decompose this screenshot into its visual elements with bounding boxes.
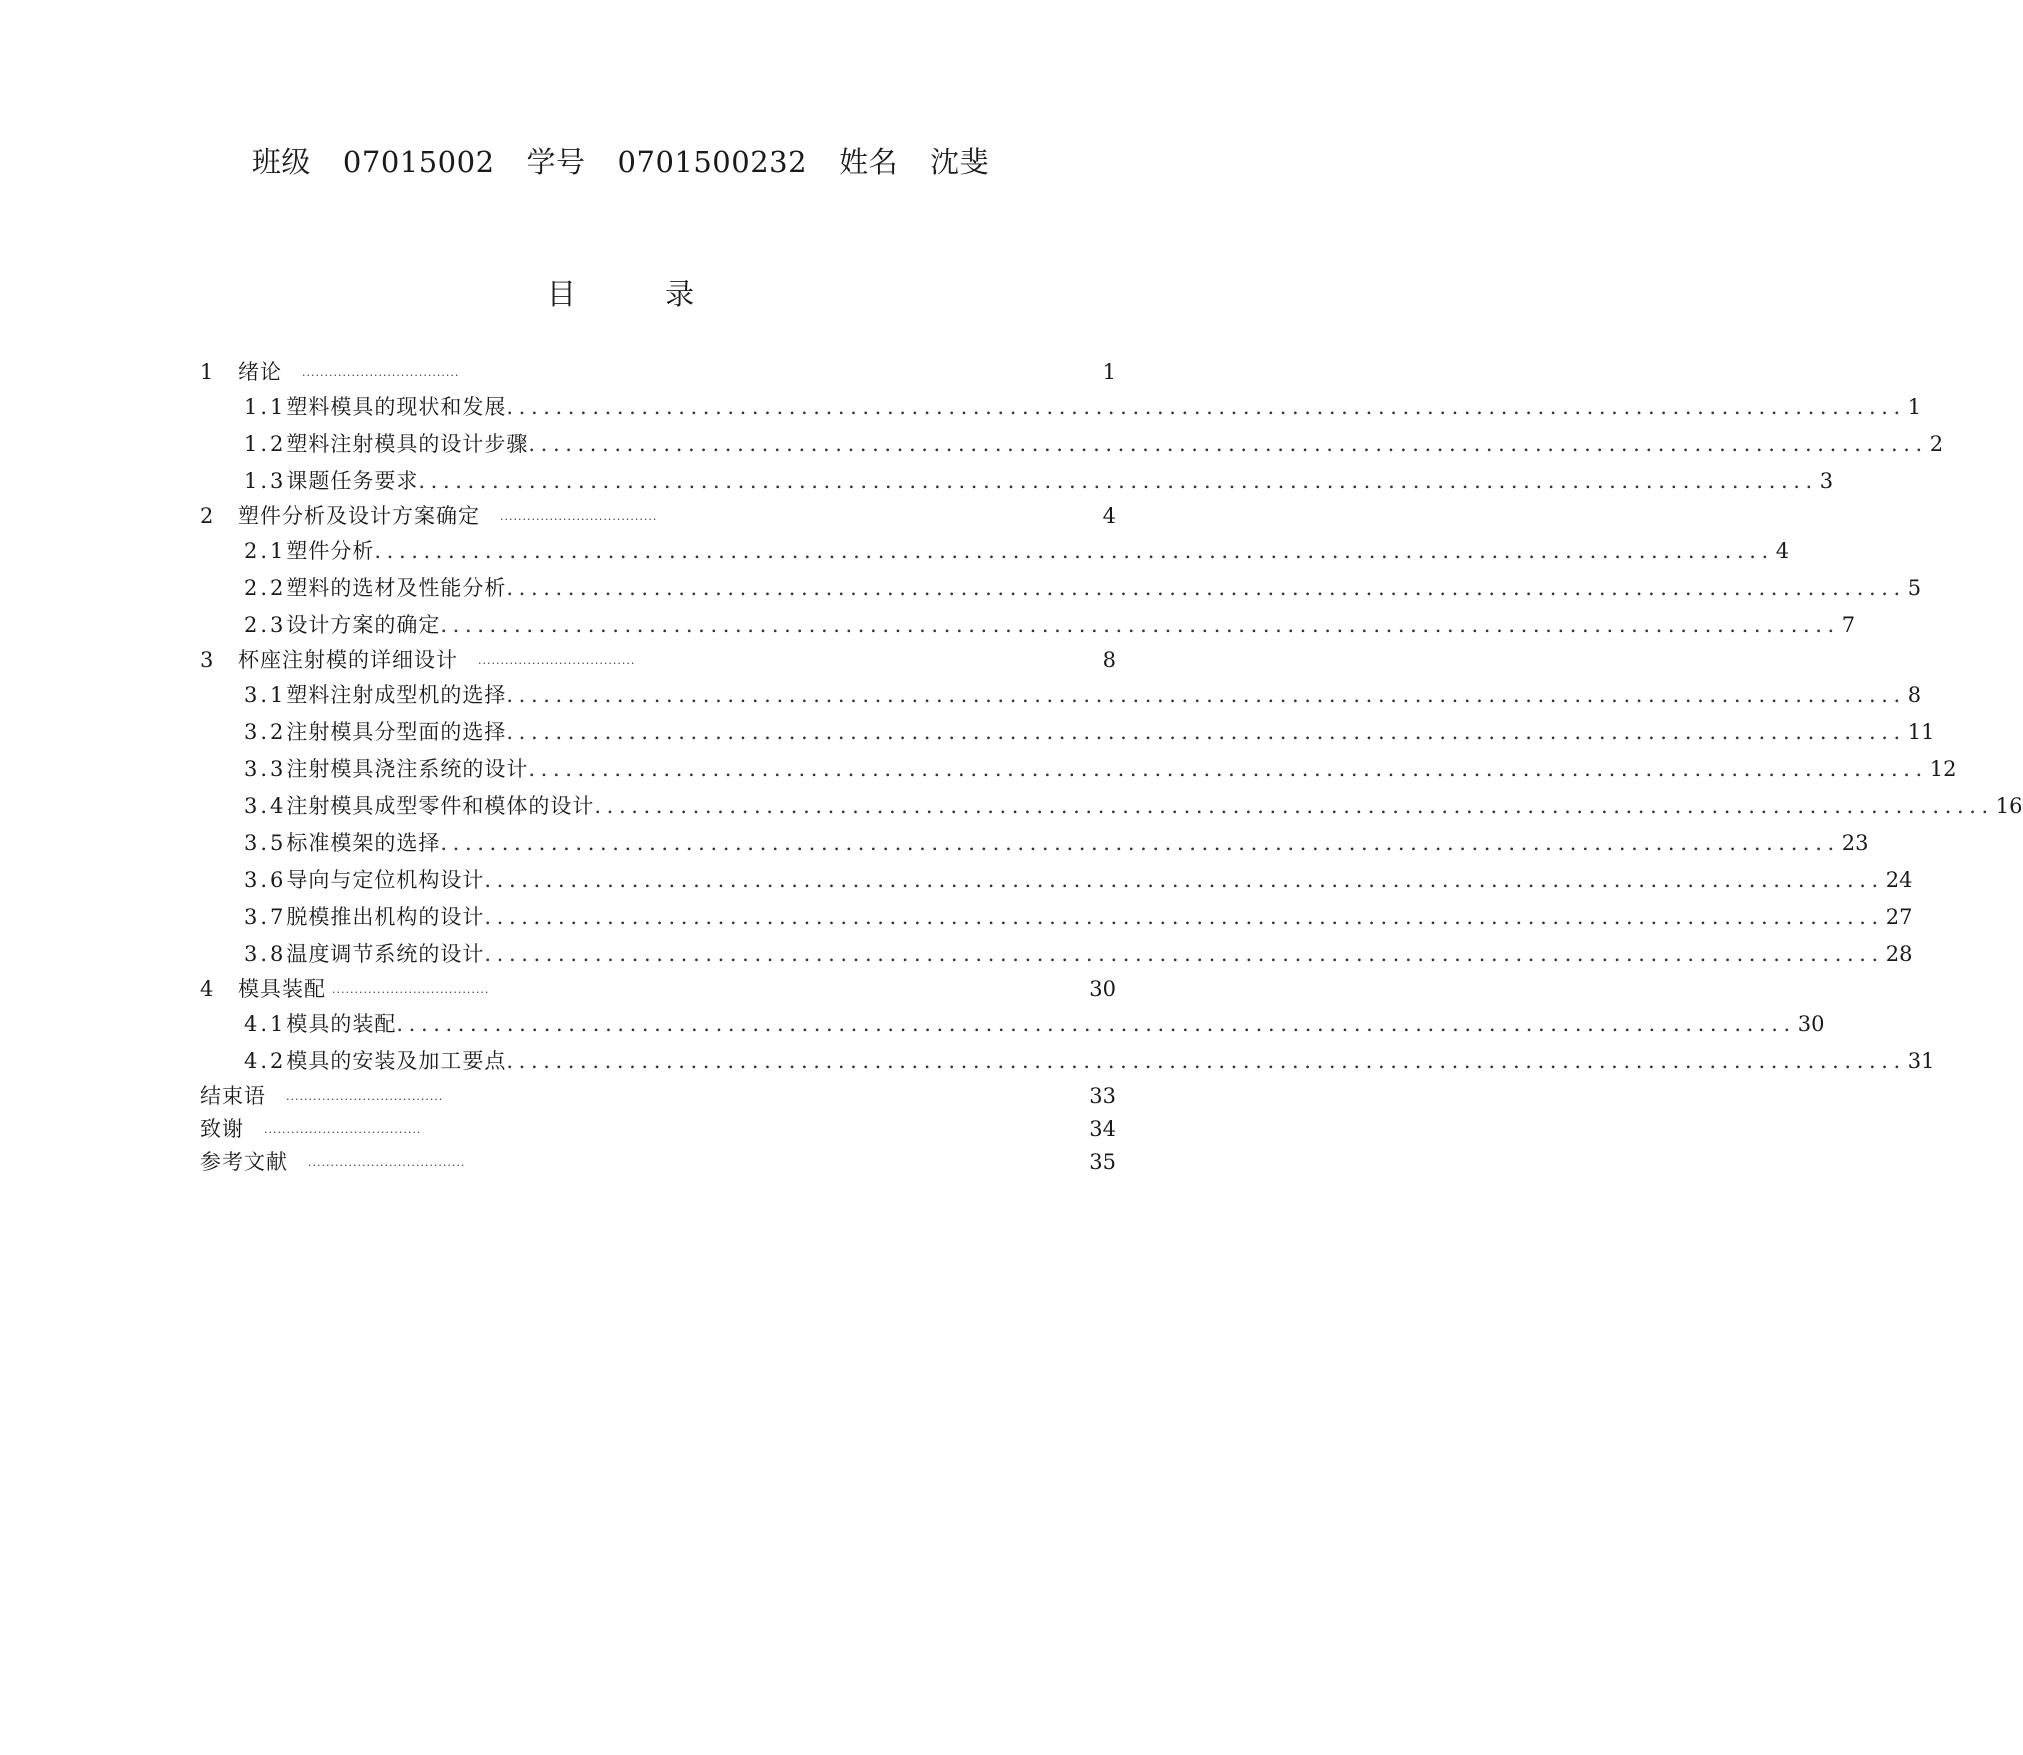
toc-section-label: 塑料的选材及性能分析 — [286, 576, 507, 600]
toc-chapter-label: 绪论 — [238, 360, 282, 384]
toc-page-number: 30 — [1797, 1012, 1825, 1036]
toc-section-label: 塑件分析 — [286, 539, 375, 563]
toc-page-number: 23 — [1841, 831, 1869, 855]
toc-section-label: 设计方案的确定 — [286, 613, 441, 637]
toc-leader: ··································· — [308, 1159, 466, 1172]
toc-page-number: 3 — [1819, 469, 1834, 493]
toc-leader: .................................................................................................................. — [396, 1012, 1796, 1036]
toc-section-label: 模具的装配 — [286, 1012, 397, 1036]
toc-section-4-1[interactable] — [200, 1006, 1825, 1043]
toc-page-number: 1 — [1907, 395, 1922, 419]
toc-section-label: 塑料注射模具的设计步骤 — [286, 432, 529, 456]
toc-leader: .................................................................................................................. — [528, 757, 1928, 781]
toc-chapter-number: 3 — [200, 648, 214, 672]
toc-chapter-4[interactable] — [200, 973, 1116, 1006]
toc-section-4-2[interactable] — [200, 1043, 1935, 1080]
toc-section-3-8[interactable] — [200, 936, 1913, 973]
toc-section-number: 3.1 — [244, 683, 287, 707]
toc-leader: .................................................................................................................. — [418, 469, 1818, 493]
toc-section-label: 导向与定位机构设计 — [286, 868, 485, 892]
toc-leader: ··································· — [286, 1093, 444, 1106]
toc-page-number: 5 — [1907, 576, 1922, 600]
table-of-contents — [200, 356, 2023, 1179]
class-value: 07015002 — [342, 145, 495, 179]
toc-page-number: 28 — [1885, 942, 1913, 966]
student-info-header — [0, 140, 1241, 181]
toc-chapter-2[interactable] — [200, 500, 1116, 533]
toc-section-number: 2.2 — [244, 576, 287, 600]
toc-page-number: 8 — [1907, 683, 1922, 707]
toc-leader: ··································· — [302, 369, 460, 382]
toc-chapter-label: 结束语 — [200, 1084, 266, 1108]
toc-leader: .................................................................................................................. — [484, 942, 1884, 966]
toc-page-number: 4 — [1775, 539, 1790, 563]
toc-page-number: 16 — [1995, 794, 2023, 818]
toc-leader: .................................................................................................................. — [506, 395, 1906, 419]
toc-page-number: 35 — [1089, 1150, 1116, 1174]
toc-page-number: 4 — [1102, 504, 1116, 528]
toc-page-number: 31 — [1907, 1049, 1935, 1073]
toc-leader: .................................................................................................................. — [440, 613, 1840, 637]
toc-section-number: 1.3 — [244, 469, 287, 493]
toc-references[interactable] — [200, 1146, 1116, 1179]
toc-leader: ··································· — [264, 1126, 422, 1139]
toc-section-number: 1.2 — [244, 432, 287, 456]
id-label: 学号 — [526, 145, 586, 179]
toc-section-number: 4.2 — [244, 1049, 287, 1073]
toc-page-number: 12 — [1929, 757, 1957, 781]
toc-section-1-2[interactable] — [200, 426, 1944, 463]
class-label: 班级 — [251, 145, 311, 179]
toc-leader: .................................................................................................................. — [594, 794, 1994, 818]
toc-section-3-2[interactable] — [200, 714, 1935, 751]
toc-section-label: 塑料模具的现状和发展 — [286, 395, 507, 419]
toc-section-number: 2.3 — [244, 613, 287, 637]
toc-section-1-3[interactable] — [200, 463, 1834, 500]
toc-leader: .................................................................................................................. — [506, 1049, 1906, 1073]
toc-section-2-3[interactable] — [200, 607, 1856, 644]
toc-section-number: 3.4 — [244, 794, 287, 818]
toc-chapter-3[interactable] — [200, 644, 1116, 677]
toc-title: 目 录 — [546, 277, 735, 311]
toc-section-label: 注射模具分型面的选择 — [286, 720, 507, 744]
toc-thanks[interactable] — [200, 1113, 1116, 1146]
toc-section-3-5[interactable] — [200, 825, 1869, 862]
toc-page-number: 24 — [1885, 868, 1913, 892]
toc-section-number: 4.1 — [244, 1012, 287, 1036]
toc-section-3-6[interactable] — [200, 862, 1913, 899]
toc-section-number: 3.3 — [244, 757, 287, 781]
toc-section-label: 注射模具成型零件和模体的设计 — [286, 794, 595, 818]
toc-page-number: 2 — [1929, 432, 1944, 456]
toc-section-label: 标准模架的选择 — [286, 831, 441, 855]
toc-leader: .................................................................................................................. — [484, 868, 1884, 892]
toc-page-number: 30 — [1089, 977, 1116, 1001]
toc-section-number: 3.8 — [244, 942, 287, 966]
toc-section-number: 3.7 — [244, 905, 287, 929]
toc-section-number: 3.5 — [244, 831, 287, 855]
toc-page-number: 1 — [1102, 360, 1116, 384]
toc-section-number: 3.2 — [244, 720, 287, 744]
toc-page-number: 34 — [1089, 1117, 1116, 1141]
toc-chapter-number: 1 — [200, 360, 214, 384]
toc-section-label: 塑料注射成型机的选择 — [286, 683, 507, 707]
toc-section-label: 脱模推出机构的设计 — [286, 905, 485, 929]
toc-section-2-1[interactable] — [200, 533, 1790, 570]
toc-section-2-2[interactable] — [200, 570, 1922, 607]
toc-leader: .................................................................................................................. — [440, 831, 1840, 855]
toc-leader: .................................................................................................................. — [374, 539, 1774, 563]
toc-section-number: 3.6 — [244, 868, 287, 892]
id-value: 0701500232 — [617, 145, 808, 179]
toc-page-number: 7 — [1841, 613, 1856, 637]
toc-section-3-1[interactable] — [200, 677, 1922, 714]
toc-section-label: 模具的安装及加工要点 — [286, 1049, 507, 1073]
toc-chapter-label: 杯座注射模的详细设计 — [238, 648, 458, 672]
toc-section-number: 2.1 — [244, 539, 287, 563]
toc-leader: ··································· — [500, 513, 658, 526]
toc-section-label: 课题任务要求 — [286, 469, 419, 493]
toc-leader: .................................................................................................................. — [506, 576, 1906, 600]
toc-page-number: 33 — [1089, 1084, 1116, 1108]
toc-page-number: 11 — [1907, 720, 1935, 744]
toc-page-number: 8 — [1102, 648, 1116, 672]
toc-section-1-1[interactable] — [200, 389, 1922, 426]
name-value: 沈斐 — [930, 145, 990, 179]
toc-chapter-label: 参考文献 — [200, 1150, 288, 1174]
toc-section-3-4[interactable] — [200, 788, 2023, 825]
toc-section-3-7[interactable] — [200, 899, 1913, 936]
toc-section-3-3[interactable] — [200, 751, 1957, 788]
toc-conclusion[interactable] — [200, 1080, 1116, 1113]
toc-section-label: 注射模具浇注系统的设计 — [286, 757, 529, 781]
toc-section-number: 1.1 — [244, 395, 287, 419]
toc-leader: .................................................................................................................. — [484, 905, 1884, 929]
toc-chapter-number: 4 — [200, 977, 214, 1001]
toc-leader: .................................................................................................................. — [528, 432, 1928, 456]
toc-page-number: 27 — [1885, 905, 1913, 929]
name-label: 姓名 — [839, 145, 899, 179]
toc-section-label: 温度调节系统的设计 — [286, 942, 485, 966]
toc-leader: ··································· — [332, 986, 490, 999]
toc-chapter-1[interactable] — [200, 356, 1116, 389]
toc-leader: .................................................................................................................. — [506, 683, 1906, 707]
toc-chapter-label: 塑件分析及设计方案确定 — [238, 504, 480, 528]
toc-leader: .................................................................................................................. — [506, 720, 1906, 744]
toc-chapter-label: 致谢 — [200, 1117, 244, 1141]
toc-chapter-label: 模具装配 — [238, 977, 326, 1001]
toc-chapter-number: 2 — [200, 504, 214, 528]
toc-leader: ··································· — [478, 657, 636, 670]
